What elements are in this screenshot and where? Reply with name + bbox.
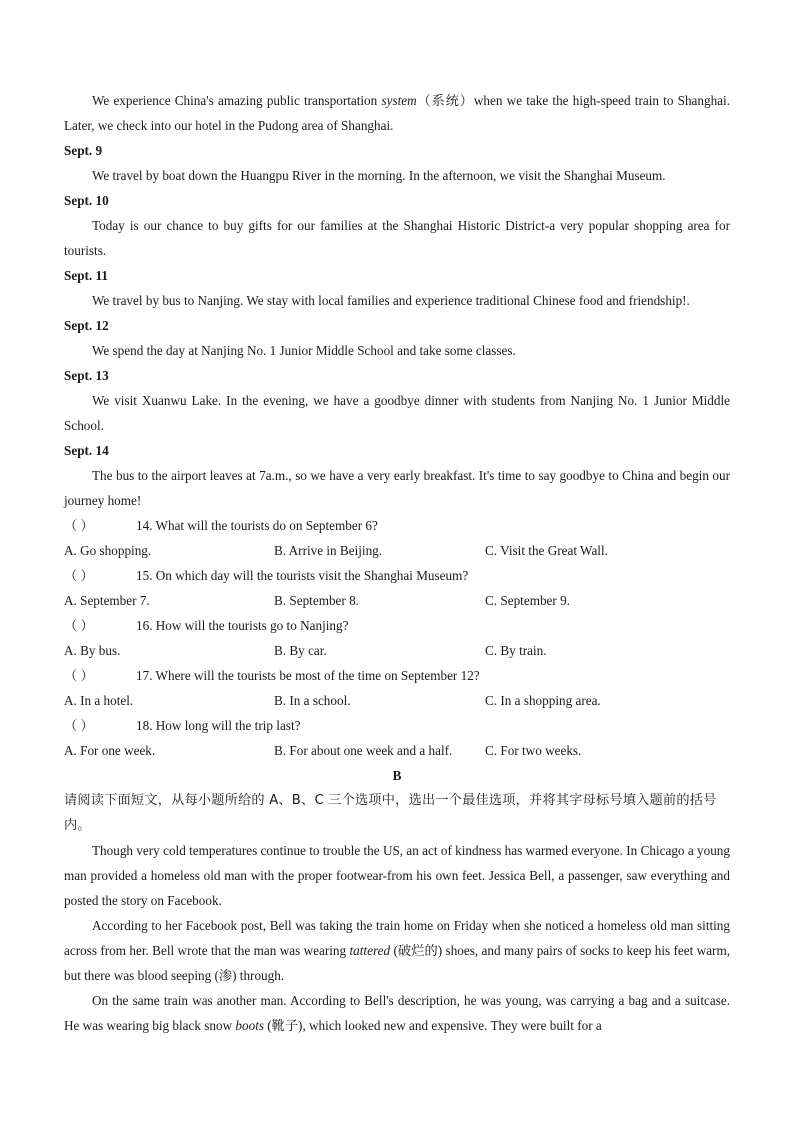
option-a: A. For one week. bbox=[64, 743, 156, 758]
question-15-options bbox=[64, 588, 730, 613]
section-heading: B bbox=[392, 768, 402, 783]
option-c: C. In a shopping area. bbox=[485, 693, 601, 708]
question-18-options bbox=[64, 738, 730, 763]
option-a: A. September 7. bbox=[64, 593, 150, 608]
option-c: C. Visit the Great Wall. bbox=[485, 543, 608, 558]
option-c: C. By train. bbox=[485, 643, 547, 658]
option-b: B. By car. bbox=[274, 643, 327, 658]
itinerary-date: Sept. 11 bbox=[64, 268, 108, 283]
question-17: （ ） 17. Where will the tourists be most of the time on September 12? bbox=[64, 663, 730, 688]
italic-term: tattered bbox=[349, 943, 391, 958]
option-a: A. Go shopping. bbox=[64, 543, 152, 558]
answer-bracket[interactable]: （ ） bbox=[64, 568, 94, 583]
passage-paragraph-2: According to her Facebook post, Bell was taking the train home on Friday when she noticed a homeless old man sitting across from her. Bell wrote that the man was wearing tattered (破烂的) shoes, and many pairs of socks to keep his feet warm, but there was blood seeping (渗) through. bbox=[64, 918, 730, 983]
question-16: （ ） 16. How will the tourists go to Nanjing? bbox=[64, 613, 730, 638]
question-14-options bbox=[64, 538, 730, 563]
option-b: B. Arrive in Beijing. bbox=[274, 543, 383, 558]
itinerary-date: Sept. 12 bbox=[64, 318, 109, 333]
option-b: B. September 8. bbox=[274, 593, 359, 608]
itinerary-text: We visit Xuanwu Lake. In the evening, we have a goodbye dinner with students from Nanjing No. 1 Junior Middle School. bbox=[64, 393, 730, 433]
itinerary-intro-paragraph: We experience China's amazing public transportation system（系统）when we take the high-speed train to Shanghai. Later, we check into our hotel in the Pudong area of Shanghai. bbox=[64, 93, 730, 133]
itinerary-text: We travel by bus to Nanjing. We stay with local families and experience traditional Chinese food and friendship!. bbox=[92, 293, 690, 308]
question-16-options bbox=[64, 638, 730, 663]
question-18: （ ） 18. How long will the trip last? bbox=[64, 713, 730, 738]
option-a: A. By bus. bbox=[64, 643, 121, 658]
option-a: A. In a hotel. bbox=[64, 693, 134, 708]
answer-bracket[interactable]: （ ） bbox=[64, 618, 94, 633]
answer-bracket[interactable]: （ ） bbox=[64, 668, 94, 683]
itinerary-text: We travel by boat down the Huangpu River in the morning. In the afternoon, we visit the Shanghai Museum. bbox=[92, 168, 666, 183]
italic-term: system bbox=[381, 93, 417, 108]
itinerary-text: The bus to the airport leaves at 7a.m., so we have a very early breakfast. It's time to say goodbye to China and begin our journey home! bbox=[64, 468, 730, 508]
option-c: C. September 9. bbox=[485, 593, 570, 608]
document-page bbox=[64, 88, 730, 1038]
question-17-options bbox=[64, 688, 730, 713]
itinerary-text: We spend the day at Nanjing No. 1 Junior Middle School and take some classes. bbox=[92, 343, 516, 358]
question-14: （ ） 14. What will the tourists do on September 6? bbox=[64, 513, 730, 538]
option-b: B. For about one week and a half. bbox=[274, 743, 453, 758]
itinerary-date: Sept. 14 bbox=[64, 443, 109, 458]
itinerary-date: Sept. 9 bbox=[64, 143, 103, 158]
itinerary-date: Sept. 10 bbox=[64, 193, 109, 208]
answer-bracket[interactable]: （ ） bbox=[64, 518, 94, 533]
answer-bracket[interactable]: （ ） bbox=[64, 718, 94, 733]
itinerary-date: Sept. 13 bbox=[64, 368, 109, 383]
italic-term: boots bbox=[235, 1018, 264, 1033]
passage-paragraph-1: Though very cold temperatures continue to trouble the US, an act of kindness has warmed everyone. In Chicago a young man provided a homeless old man with the proper footwear-from his own feet. Jessica Bell, a passenger, saw everything and posted the story on Facebook. bbox=[64, 843, 730, 908]
section-instruction: 请阅读下面短文，从每小题所给的 A、B、C 三个选项中，选出一个最佳选项，并将其字母标号填入题前的括号内。 bbox=[64, 793, 717, 833]
option-b: B. In a school. bbox=[274, 693, 351, 708]
passage-paragraph-3: On the same train was another man. According to Bell's description, he was young, was carrying a bag and a suitcase. He was wearing big black snow boots (靴子), which looked new and expensive. They were built for a bbox=[64, 993, 730, 1033]
question-15: （ ） 15. On which day will the tourists visit the Shanghai Museum? bbox=[64, 563, 730, 588]
itinerary-text: Today is our chance to buy gifts for our families at the Shanghai Historic District-a very popular shopping area for tourists. bbox=[64, 218, 730, 258]
option-c: C. For two weeks. bbox=[485, 743, 582, 758]
